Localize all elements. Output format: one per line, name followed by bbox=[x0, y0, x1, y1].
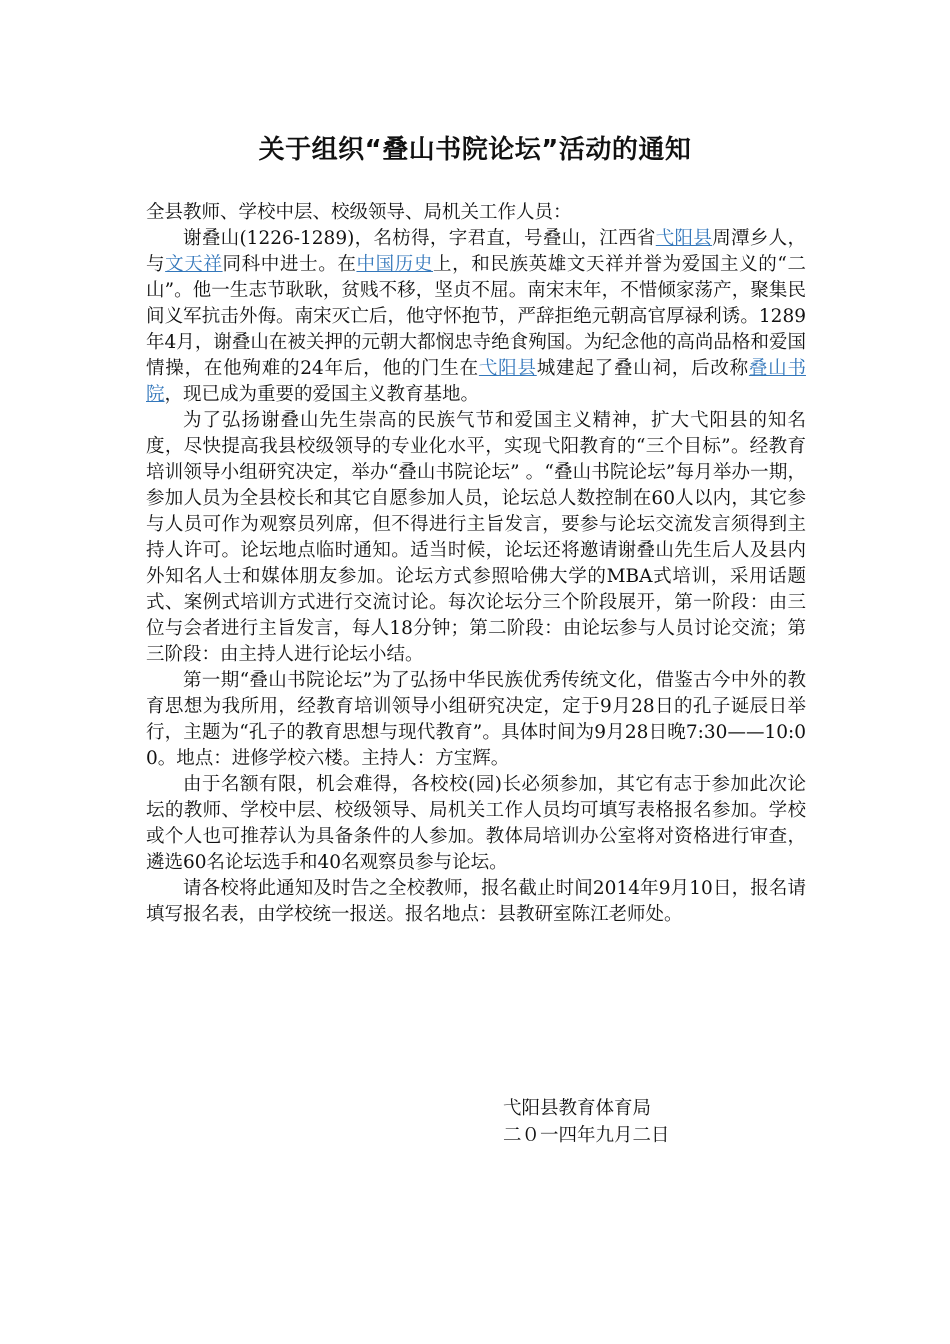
signature-organization: 弋阳县教育体育局 bbox=[503, 1098, 652, 1119]
intro-text-3: 同科中进士。在 bbox=[222, 254, 357, 275]
paragraph-forum-purpose: 为了弘扬谢叠山先生崇高的民族气节和爱国主义精神，扩大弋阳县的知名度，尽快提高我县校级领导的专业化水平，实现弋阳教育的“三个目标”。经教育培训领导小组研究决定，举办“叠山书院论坛” 。“叠山书院论坛”每月举办一期，参加人员为全县校长和其它自愿参加人员，论坛总人数控制在60人以内，其它参与人员可作为观察员列席，但不得进行主旨发言，要参与论坛交流发言须得到主持人许可。论坛地点临时通知。适当时候，论坛还将邀请谢叠山先生后人及县内外知名人士和媒体朋友参加。论坛方式参照哈佛大学的MBA式培训，采用话题式、案例式培训方式进行交流讨论。每次论坛分三个阶段展开，第一阶段：由三位与会者进行主旨发言，每人18分钟；第二阶段：由论坛参与人员讨论交流；第三阶段：由主持人进行论坛小结。 bbox=[146, 410, 806, 665]
link-dieshan-academy[interactable]: 叠山书院 bbox=[146, 358, 806, 405]
intro-text-2: 周潭乡人，与 bbox=[146, 228, 806, 275]
signature-date: 二０一四年九月二日 bbox=[503, 1125, 670, 1146]
link-wen-tianxiang[interactable]: 文天祥 bbox=[165, 254, 223, 275]
link-chinese-history[interactable]: 中国历史 bbox=[356, 254, 433, 275]
link-yiyang-county[interactable]: 弋阳县 bbox=[655, 228, 713, 249]
intro-text-5: 城建起了叠山祠，后改称 bbox=[536, 358, 749, 379]
link-yiyang-county-2[interactable]: 弋阳县 bbox=[478, 358, 537, 379]
intro-text-4: 上，和民族英雄文天祥并誉为爱国主义的“二山”。他一生志节耿耿，贫贱不移，坚贞不屈。南宋末年，不惜倾家荡产，聚集民间义军抗击外侮。南宋灭亡后，他守怀抱节，严辞拒绝元朝高官厚禄利诱。1289年4月，谢叠山在被关押的元朝大都悯忠寺绝食殉国。为纪念他的高尚品格和爱国情操，在他殉难的24年后，他的门生在 bbox=[146, 254, 806, 379]
document-title: 关于组织“叠山书院论坛”活动的通知 bbox=[258, 135, 692, 165]
intro-text-6: ，现已成为重要的爱国主义教育基地。 bbox=[164, 384, 480, 405]
paragraph-intro bbox=[146, 226, 806, 408]
paragraph-deadline: 请各校将此通知及时告之全校教师，报名截止时间2014年9月10日，报名请填写报名表，由学校统一报送。报名地点：县教研室陈江老师处。 bbox=[146, 878, 806, 925]
signature-block bbox=[503, 1095, 670, 1149]
salutation: 全县教师、学校中层、校级领导、局机关工作人员： bbox=[146, 202, 572, 223]
paragraph-first-session: 第一期“叠山书院论坛”为了弘扬中华民族优秀传统文化，借鉴古今中外的教育思想为我所用，经教育培训领导小组研究决定，定于9月28日的孔子诞辰日举行，主题为“孔子的教育思想与现代教育”。具体时间为9月28日晚7:30——10:00。地点：进修学校六楼。主持人：方宝辉。 bbox=[146, 670, 806, 769]
document-body bbox=[146, 200, 806, 928]
paragraph-registration: 由于名额有限，机会难得，各校校(园)长必须参加，其它有志于参加此次论坛的教师、学校中层、校级领导、局机关工作人员均可填写表格报名参加。学校或个人也可推荐认为具备条件的人参加。教体局培训办公室将对资格进行审查，遴选60名论坛选手和40名观察员参与论坛。 bbox=[146, 774, 806, 873]
intro-text-1: 谢叠山(1226-1289)，名枋得，字君直，号叠山，江西省 bbox=[183, 228, 656, 249]
